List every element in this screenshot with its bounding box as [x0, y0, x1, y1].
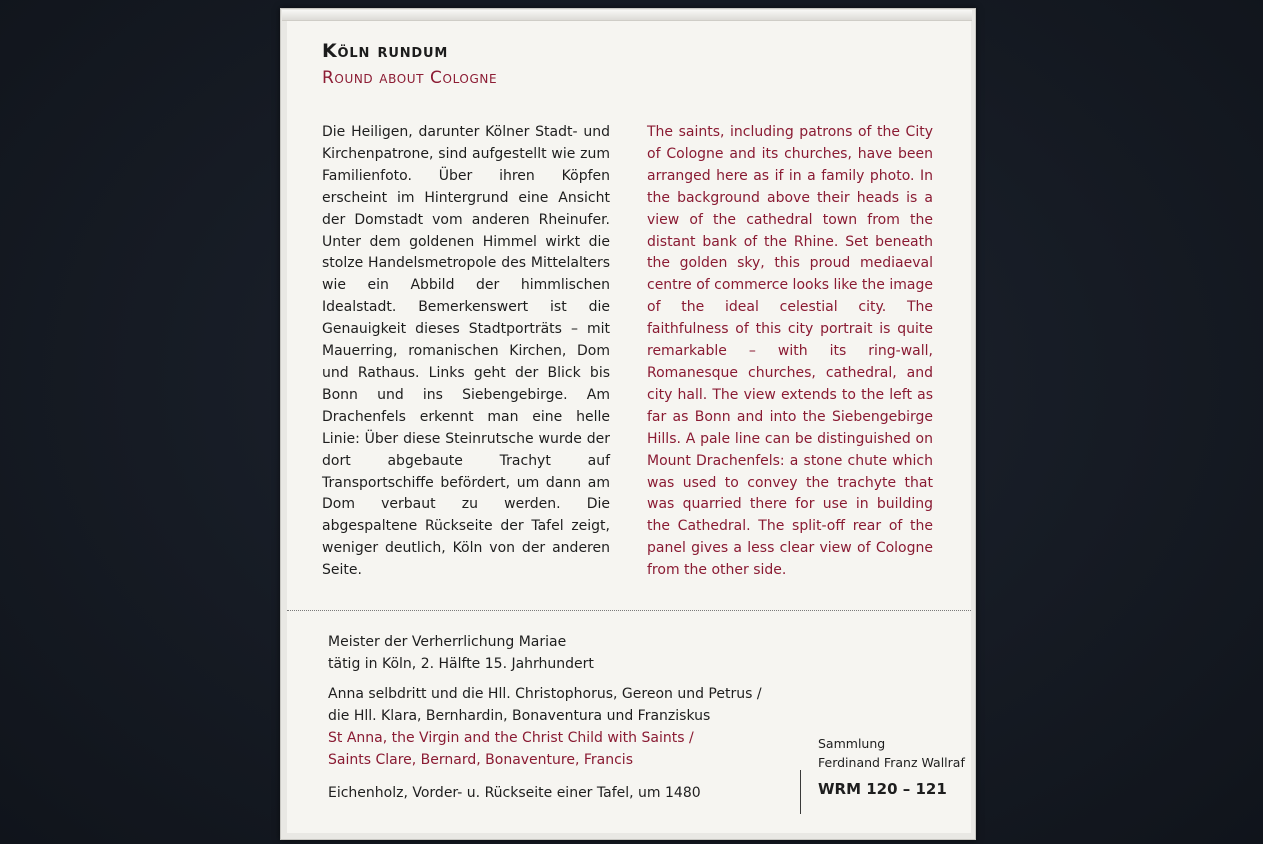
- description-german: Die Heiligen, darunter Kölner Stadt- und Kirchenpatrone, sind aufgestellt wie zum Familienfoto. Über ihren Köpfen erscheint im Hintergrund eine Ansicht der Domstadt vom anderen Rheinufer. Unter dem goldenen Himmel wirkt die stolze Handelsmetropole des Mittelalters wie ein Abbild der himmlischen Idealstadt. Bemerkenswert ist die Genauigkeit dieses Stadtporträts – mit Mauerring, romanischen Kirchen, Dom und Rathaus. Links geht der Blick bis Bonn und ins Siebengebirge. Am Drachenfels erkennt man eine helle Linie: Über diese Steinrutsche wurde der dort abgebaute Trachyt auf Transportschiffe befördert, um dann am Dom verbaut zu werden. Die abgespaltene Rückseite der Tafel zeigt, weniger deutlich, Köln von der anderen Seite.: [322, 124, 610, 579]
- work-title-german-line1: Anna selbdritt und die Hll. Christophorus, Gereon und Petrus /: [328, 686, 762, 702]
- artist-block: [328, 632, 594, 675]
- dotted-divider: [287, 610, 971, 611]
- work-title-english-line2: Saints Clare, Bernard, Bonaventure, Francis: [328, 751, 633, 768]
- material-date: Eichenholz, Vorder- u. Rückseite einer Tafel, um 1480: [328, 785, 701, 801]
- work-title-german-line2: die Hll. Klara, Bernhardin, Bonaventura und Franziskus: [328, 707, 711, 724]
- sleeve-top-edge: [282, 10, 972, 21]
- artist-activity: tätig in Köln, 2. Hälfte 15. Jahrhundert: [328, 655, 594, 672]
- work-title-english: [328, 728, 694, 771]
- collection-name: Ferdinand Franz Wallraf: [818, 755, 965, 770]
- inventory-number: WRM 120 – 121: [818, 780, 947, 798]
- collection-block: [818, 734, 965, 772]
- title-english: Round about Cologne: [322, 68, 498, 88]
- work-title-english-line1: St Anna, the Virgin and the Christ Child with Saints /: [328, 730, 694, 746]
- inventory-separator: [800, 770, 801, 814]
- description-english: The saints, including patrons of the City of Cologne and its churches, have been arranged here as if in a family photo. In the background above their heads is a view of the cathedral town from the distant bank of the Rhine. Set beneath the golden sky, this proud mediaeval centre of commerce looks like the image of the ideal celestial city. The faithfulness of this city portrait is quite remarkable – with its ring-wall, Romanesque churches, cathedral, and city hall. The view extends to the left as far as Bonn and into the Siebengebirge Hills. A pale line can be distinguished on Mount Drachenfels: a stone chute which was used to convey the trachyte that was quarried there for use in building the Cathedral. The split-off rear of the panel gives a less clear view of Cologne from the other side.: [647, 124, 933, 579]
- work-title-german: [328, 684, 762, 727]
- artist-name: Meister der Verherrlichung Mariae: [328, 634, 567, 650]
- title-german: Köln rundum: [322, 40, 449, 62]
- collection-label: Sammlung: [818, 736, 886, 751]
